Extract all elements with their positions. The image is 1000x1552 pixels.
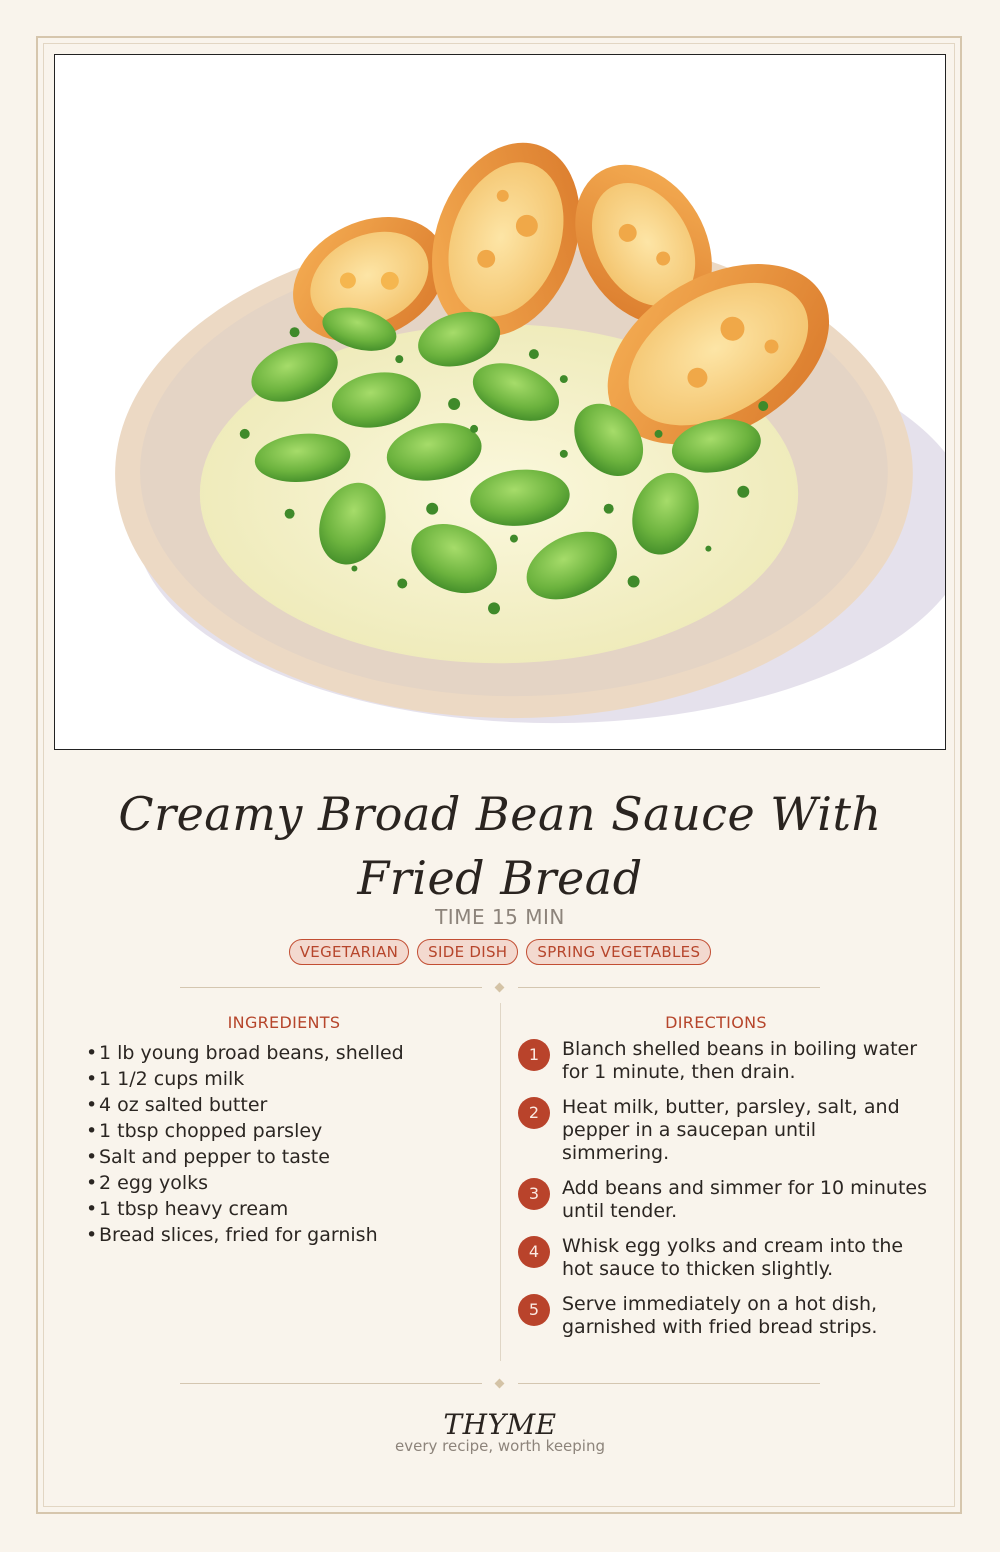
ingredient-item: •1 1/2 cups milk (86, 1068, 245, 1090)
tag-vegetarian[interactable]: VEGETARIAN (289, 939, 409, 965)
direction-step (518, 1293, 928, 1339)
brand-tagline: every recipe, worth keeping (394, 1437, 605, 1455)
ingredient-item: •1 tbsp heavy cream (86, 1198, 289, 1220)
direction-step (518, 1038, 928, 1084)
tag-spring-vegetables[interactable]: SPRING VEGETABLES (526, 939, 711, 965)
column-separator (500, 1003, 501, 1361)
ingredient-item: •2 egg yolks (86, 1172, 209, 1194)
step-text: Heat milk, butter, parsley, salt, and pepper in a saucepan until simmering. (562, 1096, 900, 1164)
tag-side-dish[interactable]: SIDE DISH (417, 939, 518, 965)
ingredients-heading: INGREDIENTS (227, 1013, 341, 1032)
step-number-badge: 5 (518, 1294, 550, 1326)
step-text: Add beans and simmer for 10 minutes until tender. (562, 1177, 928, 1222)
diamond-ornament-icon (495, 983, 505, 993)
recipe-photo (54, 54, 946, 750)
direction-step (518, 1177, 928, 1223)
direction-step (518, 1235, 928, 1281)
step-text: Serve immediately on a hot dish, garnished with fried bread strips. (562, 1293, 878, 1338)
ingredient-item: •1 lb young broad beans, shelled (86, 1042, 404, 1064)
recipe-illustration (55, 55, 945, 749)
ingredient-item: •4 oz salted butter (86, 1094, 268, 1116)
step-text: Blanch shelled beans in boiling water for 1 minute, then drain. (562, 1038, 918, 1083)
recipe-title: Creamy Broad Bean Sauce With Fried Bread (118, 787, 882, 905)
step-number-badge: 2 (518, 1097, 550, 1129)
step-number-badge: 3 (518, 1178, 550, 1210)
directions-list (518, 1038, 928, 1351)
brand-logo: THYME (443, 1408, 557, 1441)
diamond-ornament-icon (495, 1379, 505, 1389)
directions-heading: DIRECTIONS (665, 1013, 767, 1032)
direction-step (518, 1096, 928, 1165)
step-number-badge: 1 (518, 1039, 550, 1071)
ingredient-item: •1 tbsp chopped parsley (86, 1120, 323, 1142)
ingredient-item: •Salt and pepper to taste (86, 1146, 330, 1168)
step-text: Whisk egg yolks and cream into the hot sauce to thicken slightly. (562, 1235, 904, 1280)
ingredient-item: •Bread slices, fried for garnish (86, 1224, 378, 1246)
recipe-time: TIME 15 MIN (435, 905, 565, 929)
divider-top (180, 982, 820, 994)
divider-bottom (180, 1378, 820, 1390)
ingredients-list (86, 1040, 476, 1248)
tag-list (0, 939, 1000, 965)
step-number-badge: 4 (518, 1236, 550, 1268)
